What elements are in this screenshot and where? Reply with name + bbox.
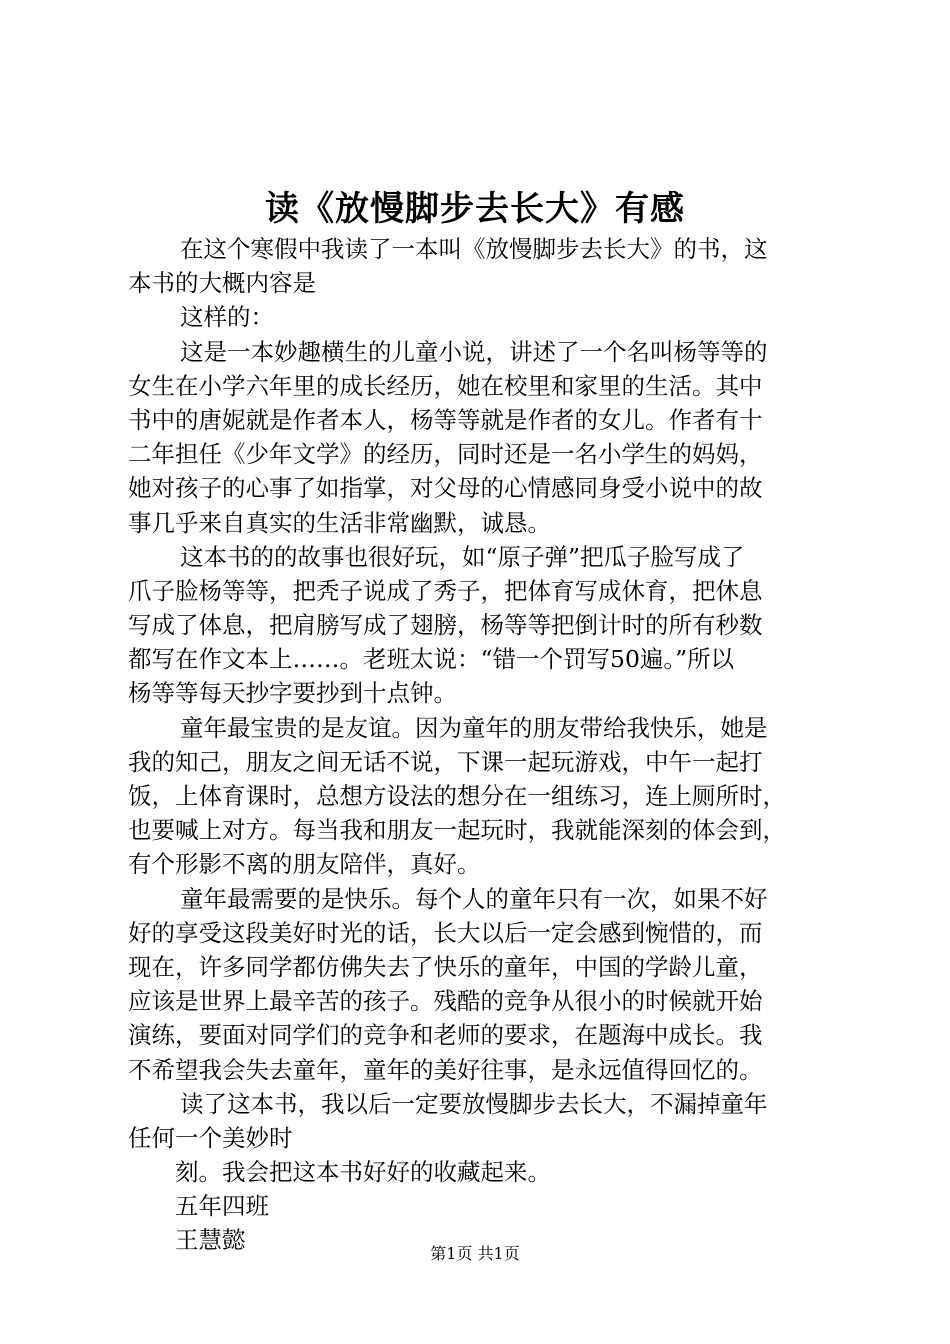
paragraph-line: 写成了体息，把肩膀写成了翅膀，杨等等把倒计时的所有秒数 <box>128 611 763 640</box>
paragraph-line: 童年最宝贵的是友谊。因为童年的朋友带给我快乐，她是 <box>180 713 768 742</box>
paragraph-line: 书中的唐妮就是作者本人，杨等等就是作者的女儿。作者有十 <box>128 405 763 434</box>
class-name: 五年四班 <box>175 1192 269 1221</box>
paragraph-line: 童年最需要的是快乐。每个人的童年只有一次，如果不好 <box>180 884 768 913</box>
paragraph-line: 饭，上体育课时，总想方设法的想分在一组练习，连上厕所时， <box>128 782 786 810</box>
paragraph-line: 演练，要面对同学们的竞争和老师的要求，在题海中成长。我 <box>128 1021 763 1050</box>
paragraph-line: 都写在作文本上……。老班太说：“错一个罚写50遍。”所以 <box>128 645 735 674</box>
paragraph-line: 在这个寒假中我读了一本叫《放慢脚步去长大》的书，这 <box>180 235 768 263</box>
paragraph-line: 好的享受这段美好时光的话，长大以后一定会感到惋惜的，而 <box>128 918 763 947</box>
paragraph-line: 二年担任《少年文学》的经历，同时还是一名小学生的妈妈， <box>128 440 763 469</box>
paragraph-line: 这样的： <box>180 303 274 332</box>
author-name: 王慧懿 <box>175 1226 246 1255</box>
paragraph-line: 刻。我会把这本书好好的收藏起来。 <box>175 1158 551 1187</box>
paragraph-line: 这本书的的故事也很好玩，如“原子弹”把瓜子脸写成了 <box>180 542 745 571</box>
paragraph-line: 也要喊上对方。每当我和朋友一起玩时，我就能深刻的体会到， <box>128 816 786 845</box>
document-title: 读《放慢脚步去长大》有感 <box>265 189 685 229</box>
paragraph-line: 我的知己，朋友之间无话不说，下课一起玩游戏，中午一起打 <box>128 747 763 776</box>
paragraph-line: 任何一个美妙时 <box>128 1123 293 1152</box>
document-body <box>128 232 833 1258</box>
paragraph-line: 杨等等每天抄字要抄到十点钟。 <box>128 679 457 708</box>
paragraph-line: 这是一本妙趣横生的儿童小说，讲述了一个名叫杨等等的 <box>180 337 768 366</box>
paragraph-line: 应该是世界上最辛苦的孩子。残酷的竞争从很小的时候就开始 <box>128 987 763 1016</box>
paragraph-line: 女生在小学六年里的成长经历，她在校里和家里的生活。其中 <box>128 371 763 400</box>
paragraph-line: 现在，许多同学都仿佛失去了快乐的童年，中国的学龄儿童， <box>128 952 763 981</box>
paragraph-line: 不希望我会失去童年，童年的美好往事，是永远值得回忆的。 <box>128 1055 763 1084</box>
page-number-footer: 第1页 共1页 <box>430 1244 520 1263</box>
paragraph-line: 读了这本书，我以后一定要放慢脚步去长大，不漏掉童年 <box>180 1089 768 1118</box>
paragraph-line: 她对孩子的心事了如指掌，对父母的心情感同身受小说中的故 <box>128 474 763 503</box>
paragraph-line: 事几乎来自真实的生活非常幽默，诚恳。 <box>128 508 551 537</box>
paragraph-line: 有个形影不离的朋友陪伴，真好。 <box>128 850 481 879</box>
paragraph-line: 爪子脸杨等等，把秃子说成了秀子，把体育写成休育，把休息 <box>128 576 763 605</box>
paragraph-line: 本书的大概内容是 <box>128 269 316 298</box>
